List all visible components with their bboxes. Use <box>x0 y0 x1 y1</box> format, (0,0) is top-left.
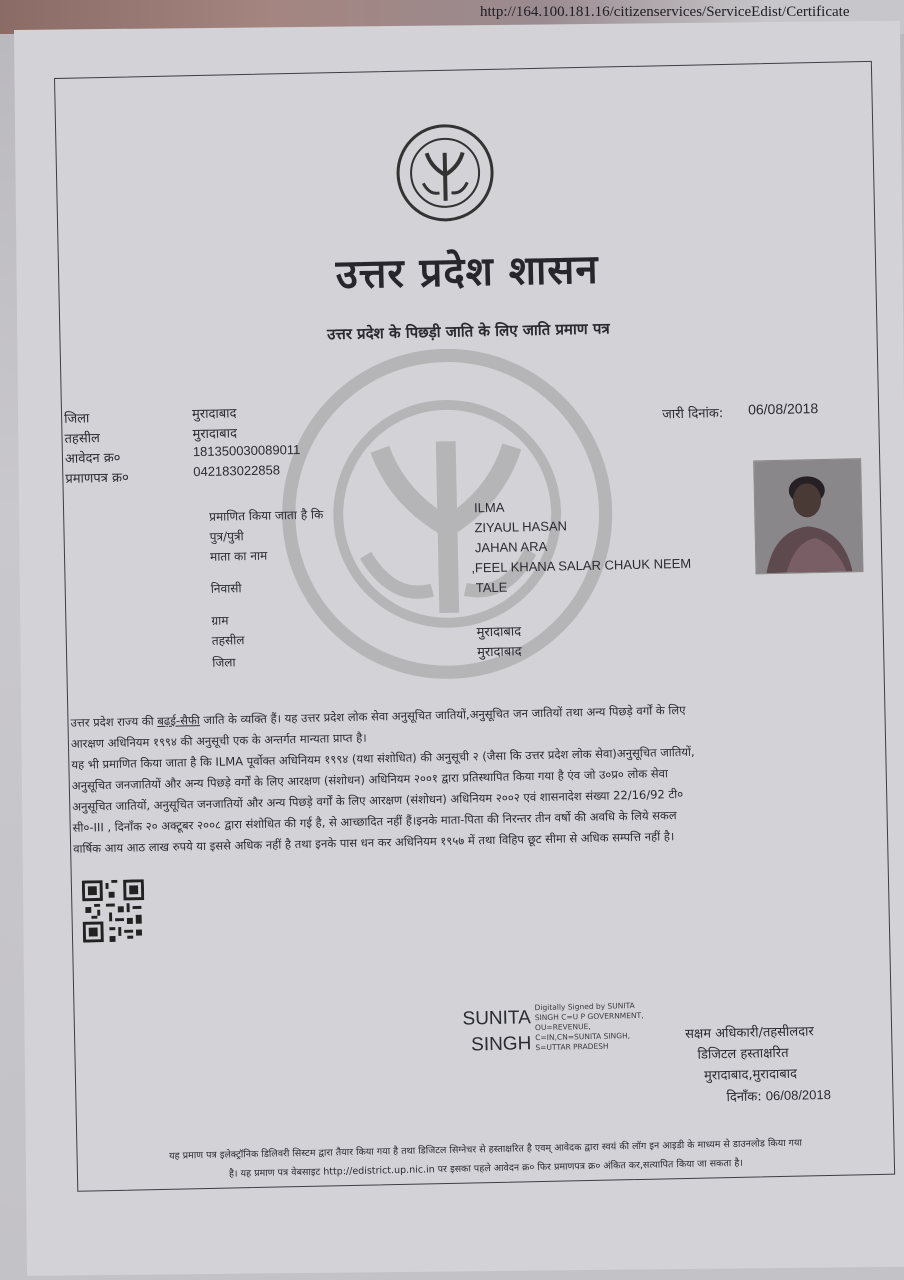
person-tehsil-label: तहसील <box>211 633 245 648</box>
certificate-no-value: 042183022858 <box>193 462 281 480</box>
officer-sign: डिजिटल हस्ताक्षरित <box>697 1045 789 1063</box>
address-line-1: ,FEEL KHANA SALAR CHAUK NEEM <box>471 555 692 576</box>
signature-detail: Digitally Signed by SUNITA SINGH C=U P GOVERNMENT, OU=REVENUE, C=IN,CN=SUNITA SINGH, S=UTTAR PRADESH <box>534 1001 644 1053</box>
application-no-value: 181350030089011 <box>192 441 301 460</box>
printed-url: http://164.100.181.16/citizenservices/ServiceEdist/Certificate <box>480 4 850 20</box>
person-tehsil-value: मुरादाबाद <box>476 623 522 640</box>
caste-name: बढ़ई-सैफी <box>157 713 200 728</box>
tehsil-label: तहसील <box>64 431 101 447</box>
body-line: वार्षिक आय आठ लाख रुपये या इससे अधिक नहीं है तथा इनके पास धन कर अधिनियम १९५७ में तथा विहिप छूट सीमा से अधिक सम्पत्ति नहीं है। <box>72 829 675 856</box>
signature-name: SUNITA SINGH <box>462 1007 532 1056</box>
tehsil-value: मुरादाबाद <box>192 425 238 442</box>
resident-label: निवासी <box>210 581 242 596</box>
officer-title: सक्षम अधिकारी/तहसीलदार <box>685 1024 814 1042</box>
officer-block <box>685 1021 831 1109</box>
person-district-label: जिला <box>212 655 236 670</box>
person-district-value: मुरादाबाद <box>476 643 522 660</box>
issue-date-label: जारी दिनांक: <box>662 406 724 423</box>
mother-value: JAHAN ARA <box>474 538 548 556</box>
applicant-photo <box>753 458 863 574</box>
parent-label: पुत्र/पुत्री <box>209 529 244 544</box>
certificate-no-label: प्रमाणपत्र क्र० <box>65 470 129 487</box>
certified-label: प्रमाणित किया जाता है कि <box>209 507 324 524</box>
person-name: ILMA <box>473 499 505 516</box>
up-emblem-icon <box>394 122 496 224</box>
qr-code-icon <box>82 879 145 942</box>
body-line: आरक्षण अधिनियम १९९४ की अनुसूची एक के अन्तर्गत मान्यता प्राप्त है। <box>70 730 367 751</box>
district-label: जिला <box>63 411 90 427</box>
parent-value: ZIYAUL HASAN <box>474 518 568 536</box>
body-line: सी०-III , दिनाँक २० अक्टूबर २००८ द्वारा संशोधित की गई है, से आच्छादित नहीं हैं।इनके माता-पिता की निरन्तर तीन वर्षो की अवधि के लिये सकल <box>72 808 677 835</box>
issue-date-value: 06/08/2018 <box>747 400 819 418</box>
certificate-body <box>70 696 863 860</box>
watermark-emblem-icon <box>279 345 616 682</box>
officer-place: मुरादाबाद,मुरादाबाद <box>703 1066 798 1084</box>
address-line-2: TALE <box>475 579 508 596</box>
body-line: यह भी प्रमाणित किया जाता है कि ILMA पूर्वोक्त अधिनियम १९९४ (यथा संशोधित) की अनुसूची २ (जैसा कि उत्तर प्रदेश लोक सेवा)अनुसूचित जातियों, <box>71 744 695 772</box>
certificate-frame <box>54 61 895 1192</box>
mother-label: माता का नाम <box>209 548 268 564</box>
body-line: अनुसूचित जनजातियों और अन्य पिछड़े वर्गों के लिए आरक्षण (संशोधन) अधिनियम २००१ द्वारा प्रतिस्थापित किया गया है एंव जो उ०प्र० लोक सेवा <box>71 766 669 793</box>
page-title: उत्तर प्रदेश शासन <box>335 245 600 299</box>
village-label: ग्राम <box>211 613 229 628</box>
footer-line-2: है। यह प्रमाण पत्र वेबसाइट http://edistrict.up.nic.in पर इसका पहले आवेदन क्र० फिर प्रमाणपत्र क्र० अंकित कर,सत्यापित किया जा सकता है। <box>228 1157 744 1180</box>
footer-line-1: यह प्रमाण पत्र इलेक्ट्रॉनिक डिलिवरी सिस्टम द्वारा तैयार किया गया है तथा डिजिटल सिग्नेचर से हस्ताक्षरित है एवम् आवेदक द्वारा स्वयं की लॉग इन आइडी के माध्यम से डाउनलोड किया गया <box>168 1137 803 1162</box>
certificate-subtitle: उत्तर प्रदेश के पिछड़ी जाति के लिए जाति प्रमाण पत्र <box>326 319 610 344</box>
body-line: अनुसूचित जातियों, अनुसूचित जनजातियों और अन्य पिछड़े वर्गों के लिए आरक्षण (संशोधन) अधिनियम २००२ एवं शासनादेश संख्या 22/16/92 टी० <box>72 786 684 814</box>
district-value: मुरादाबाद <box>191 405 237 422</box>
body-line: उत्तर प्रदेश राज्य की बढ़ई-सैफी जाति के व्यक्ति हैं। यह उत्तर प्रदेश लोक सेवा अनुसूचित जातियों,अनुसूचित जन जातियों तथा अन्य पिछड़े वर्गों के लिए <box>70 702 686 730</box>
signature-date: दिनाँक: 06/08/2018 <box>726 1086 832 1106</box>
application-no-label: आवेदन क्र० <box>64 450 121 467</box>
